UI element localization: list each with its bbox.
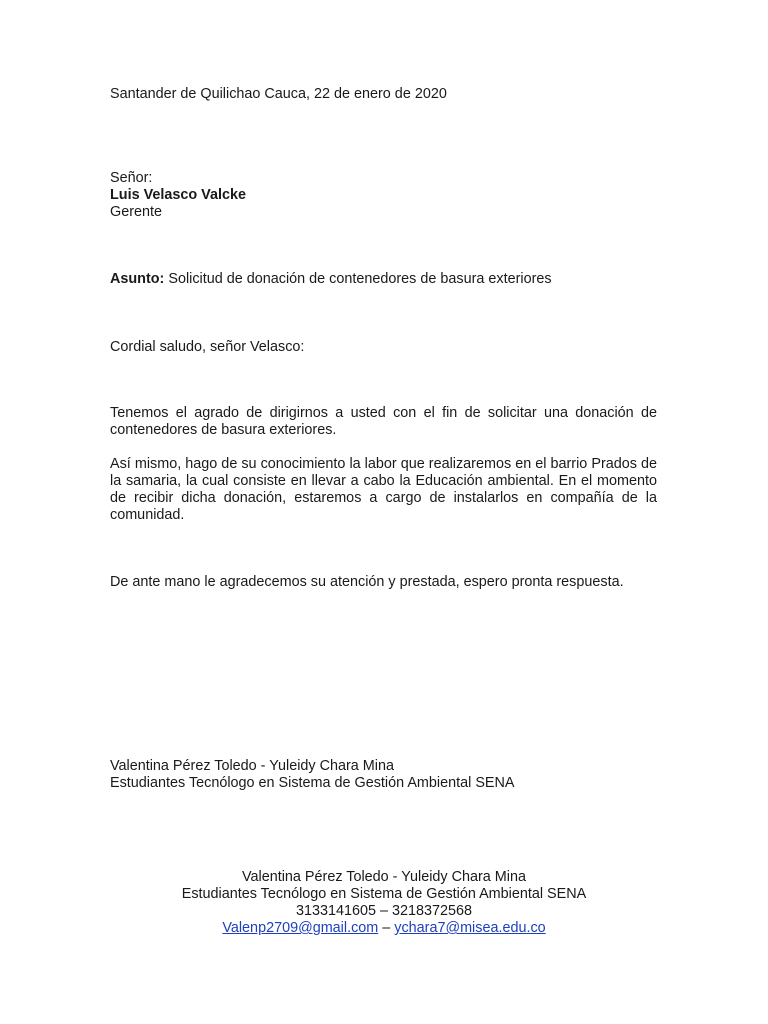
footer	[0, 869, 768, 937]
recipient-salutation: Señor:	[110, 170, 153, 186]
footer-phones: 3133141605 – 3218372568	[295, 903, 473, 919]
greeting: Cordial saludo, señor Velasco:	[110, 339, 305, 355]
email-link-1[interactable]: Valenp2709@gmail.com	[222, 920, 379, 936]
subject-line	[110, 271, 657, 288]
signature-names: Valentina Pérez Toledo - Yuleidy Chara Mina	[110, 758, 394, 774]
subject-text: Solicitud de donación de contenedores de basura exteriores	[164, 271, 552, 287]
body-paragraph-1: Tenemos el agrado de dirigirnos a usted con el fin de solicitar una donación de contenedores de basura exteriores.	[110, 405, 657, 438]
email-separator: –	[378, 920, 395, 936]
footer-names: Valentina Pérez Toledo - Yuleidy Chara Mina	[242, 869, 526, 885]
body-paragraph-2: Así mismo, hago de su conocimiento la labor que realizaremos en el barrio Prados de la samaria, la cual consiste en llevar a cabo la Educación ambiental. En el momento de recibir dicha donación, estaremos a cargo de instalarlos en compañía de la comunidad.	[110, 456, 657, 523]
subject-label: Asunto:	[110, 271, 165, 287]
recipient-block	[110, 170, 657, 221]
recipient-position: Gerente	[110, 204, 162, 220]
footer-emails	[0, 920, 768, 937]
recipient-name: Luis Velasco Valcke	[110, 187, 247, 203]
signature-block	[110, 758, 657, 792]
place-date: Santander de Quilichao Cauca, 22 de enero de 2020	[110, 86, 447, 102]
signature-role: Estudiantes Tecnólogo en Sistema de Gestión Ambiental SENA	[110, 775, 515, 791]
footer-role: Estudiantes Tecnólogo en Sistema de Gestión Ambiental SENA	[181, 886, 587, 902]
body-paragraph-3: De ante mano le agradecemos su atención y prestada, espero pronta respuesta.	[110, 574, 624, 590]
email-link-2[interactable]: ychara7@misea.edu.co	[394, 920, 546, 936]
